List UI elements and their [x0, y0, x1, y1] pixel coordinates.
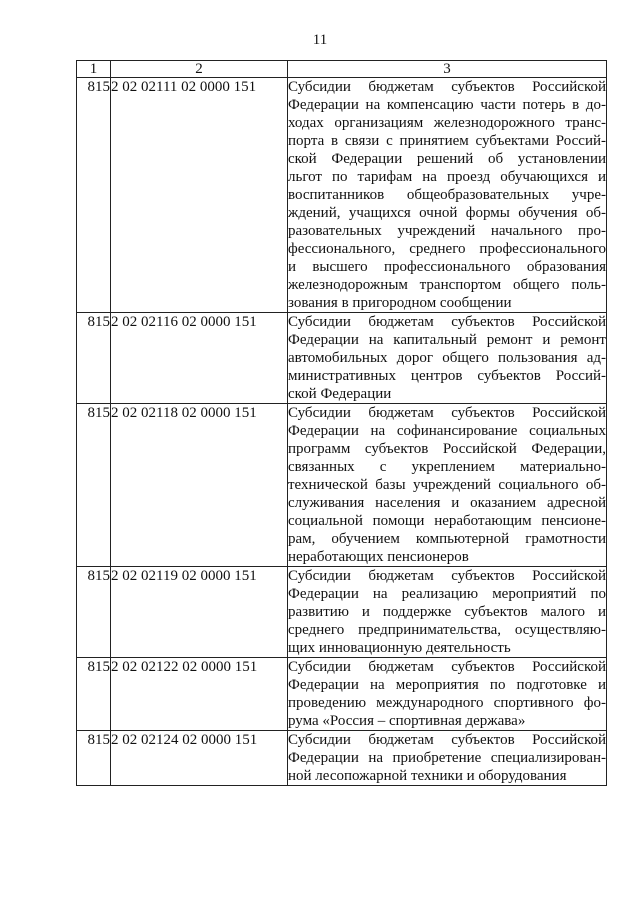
description-line: Субсидии бюджетам субъектов Российской — [288, 405, 606, 421]
description-line: порта в связи с принятием субъектами Россий- — [288, 133, 606, 149]
description-line: технической базы учреждений социального об- — [288, 477, 606, 493]
description-line: среднего предпринимательства, осуществляю- — [288, 622, 606, 638]
description-cell — [288, 567, 607, 658]
description-line: ской Федерации решений об установлении — [288, 151, 606, 167]
description-line: программ субъектов Российской Федерации, — [288, 441, 606, 457]
description-line: Федерации на компенсацию части потерь в до- — [288, 97, 606, 113]
table-row — [77, 404, 607, 567]
description-line: Субсидии бюджетам субъектов Российской — [288, 659, 606, 675]
header-row — [77, 61, 607, 78]
description-line: Федерации на капитальный ремонт и ремонт — [288, 332, 606, 348]
description-line: автомобильных дорог общего пользования ад- — [288, 350, 606, 366]
admin-code-cell: 815 — [77, 313, 111, 404]
description-line: Субсидии бюджетам субъектов Российской — [288, 568, 606, 584]
description-line: связанных с укреплением материально- — [288, 459, 606, 475]
table-row — [77, 567, 607, 658]
description-line: рума «Россия – спортивная держава» — [288, 713, 526, 729]
description-line: неработающих пенсионеров — [288, 549, 469, 565]
description-line: рам, обучением компьютерной грамотности — [288, 531, 606, 547]
admin-code-cell: 815 — [77, 567, 111, 658]
admin-code-cell: 815 — [77, 658, 111, 731]
description-line: Федерации на софинансирование социальных — [288, 423, 606, 439]
table-row — [77, 731, 607, 786]
description-line: воспитанников общеобразовательных учре- — [288, 187, 606, 203]
admin-code-cell: 815 — [77, 78, 111, 313]
admin-code-cell: 815 — [77, 731, 111, 786]
budget-table — [76, 60, 607, 786]
description-cell — [288, 731, 607, 786]
column-header-1: 1 — [77, 61, 111, 78]
description-cell — [288, 78, 607, 313]
table-body — [77, 61, 607, 786]
description-line: зования в пригородном сообщении — [288, 295, 512, 311]
description-line: и высшего профессионального образования — [288, 259, 606, 275]
admin-code-cell: 815 — [77, 404, 111, 567]
budget-code-cell: 2 02 02119 02 0000 151 — [111, 567, 288, 658]
description-line: Федерации на мероприятия по подготовке и — [288, 677, 606, 693]
description-line: социальной помощи неработающим пенсионе- — [288, 513, 606, 529]
description-line: Субсидии бюджетам субъектов Российской — [288, 79, 606, 95]
table-row — [77, 78, 607, 313]
description-cell — [288, 313, 607, 404]
description-line: щих инновационную деятельность — [288, 640, 511, 656]
column-header-3: 3 — [288, 61, 607, 78]
table-row — [77, 658, 607, 731]
description-line: Федерации на реализацию мероприятий по — [288, 586, 606, 602]
description-line: проведению международного спортивного фо- — [288, 695, 606, 711]
description-line: Федерации на приобретение специализирован- — [288, 750, 606, 766]
description-line: фессионального, среднего профессионального — [288, 241, 606, 257]
description-line: ной лесопожарной техники и оборудования — [288, 768, 567, 784]
page-number: 11 — [312, 32, 328, 48]
description-line: развитию и поддержке субъектов малого и — [288, 604, 606, 620]
column-header-2: 2 — [111, 61, 288, 78]
description-line: ходах организациям железнодорожного транс- — [288, 115, 606, 131]
budget-code-cell: 2 02 02118 02 0000 151 — [111, 404, 288, 567]
description-cell — [288, 658, 607, 731]
budget-code-cell: 2 02 02116 02 0000 151 — [111, 313, 288, 404]
description-line: Субсидии бюджетам субъектов Российской — [288, 314, 606, 330]
description-line: Субсидии бюджетам субъектов Российской — [288, 732, 606, 748]
description-cell — [288, 404, 607, 567]
budget-code-cell: 2 02 02124 02 0000 151 — [111, 731, 288, 786]
description-line: разовательных учреждений начального про- — [288, 223, 606, 239]
description-line: ждений, учащихся очной формы обучения об- — [288, 205, 606, 221]
description-line: льгот по тарифам на проезд обучающихся и — [288, 169, 606, 185]
description-line: служивания населения и оказанием адресной — [288, 495, 606, 511]
budget-code-cell: 2 02 02111 02 0000 151 — [111, 78, 288, 313]
description-line: ской Федерации — [288, 386, 392, 402]
table-row — [77, 313, 607, 404]
description-line: железнодорожным транспортом общего поль- — [288, 277, 606, 293]
budget-code-cell: 2 02 02122 02 0000 151 — [111, 658, 288, 731]
description-line: министративных центров субъектов Россий- — [288, 368, 606, 384]
